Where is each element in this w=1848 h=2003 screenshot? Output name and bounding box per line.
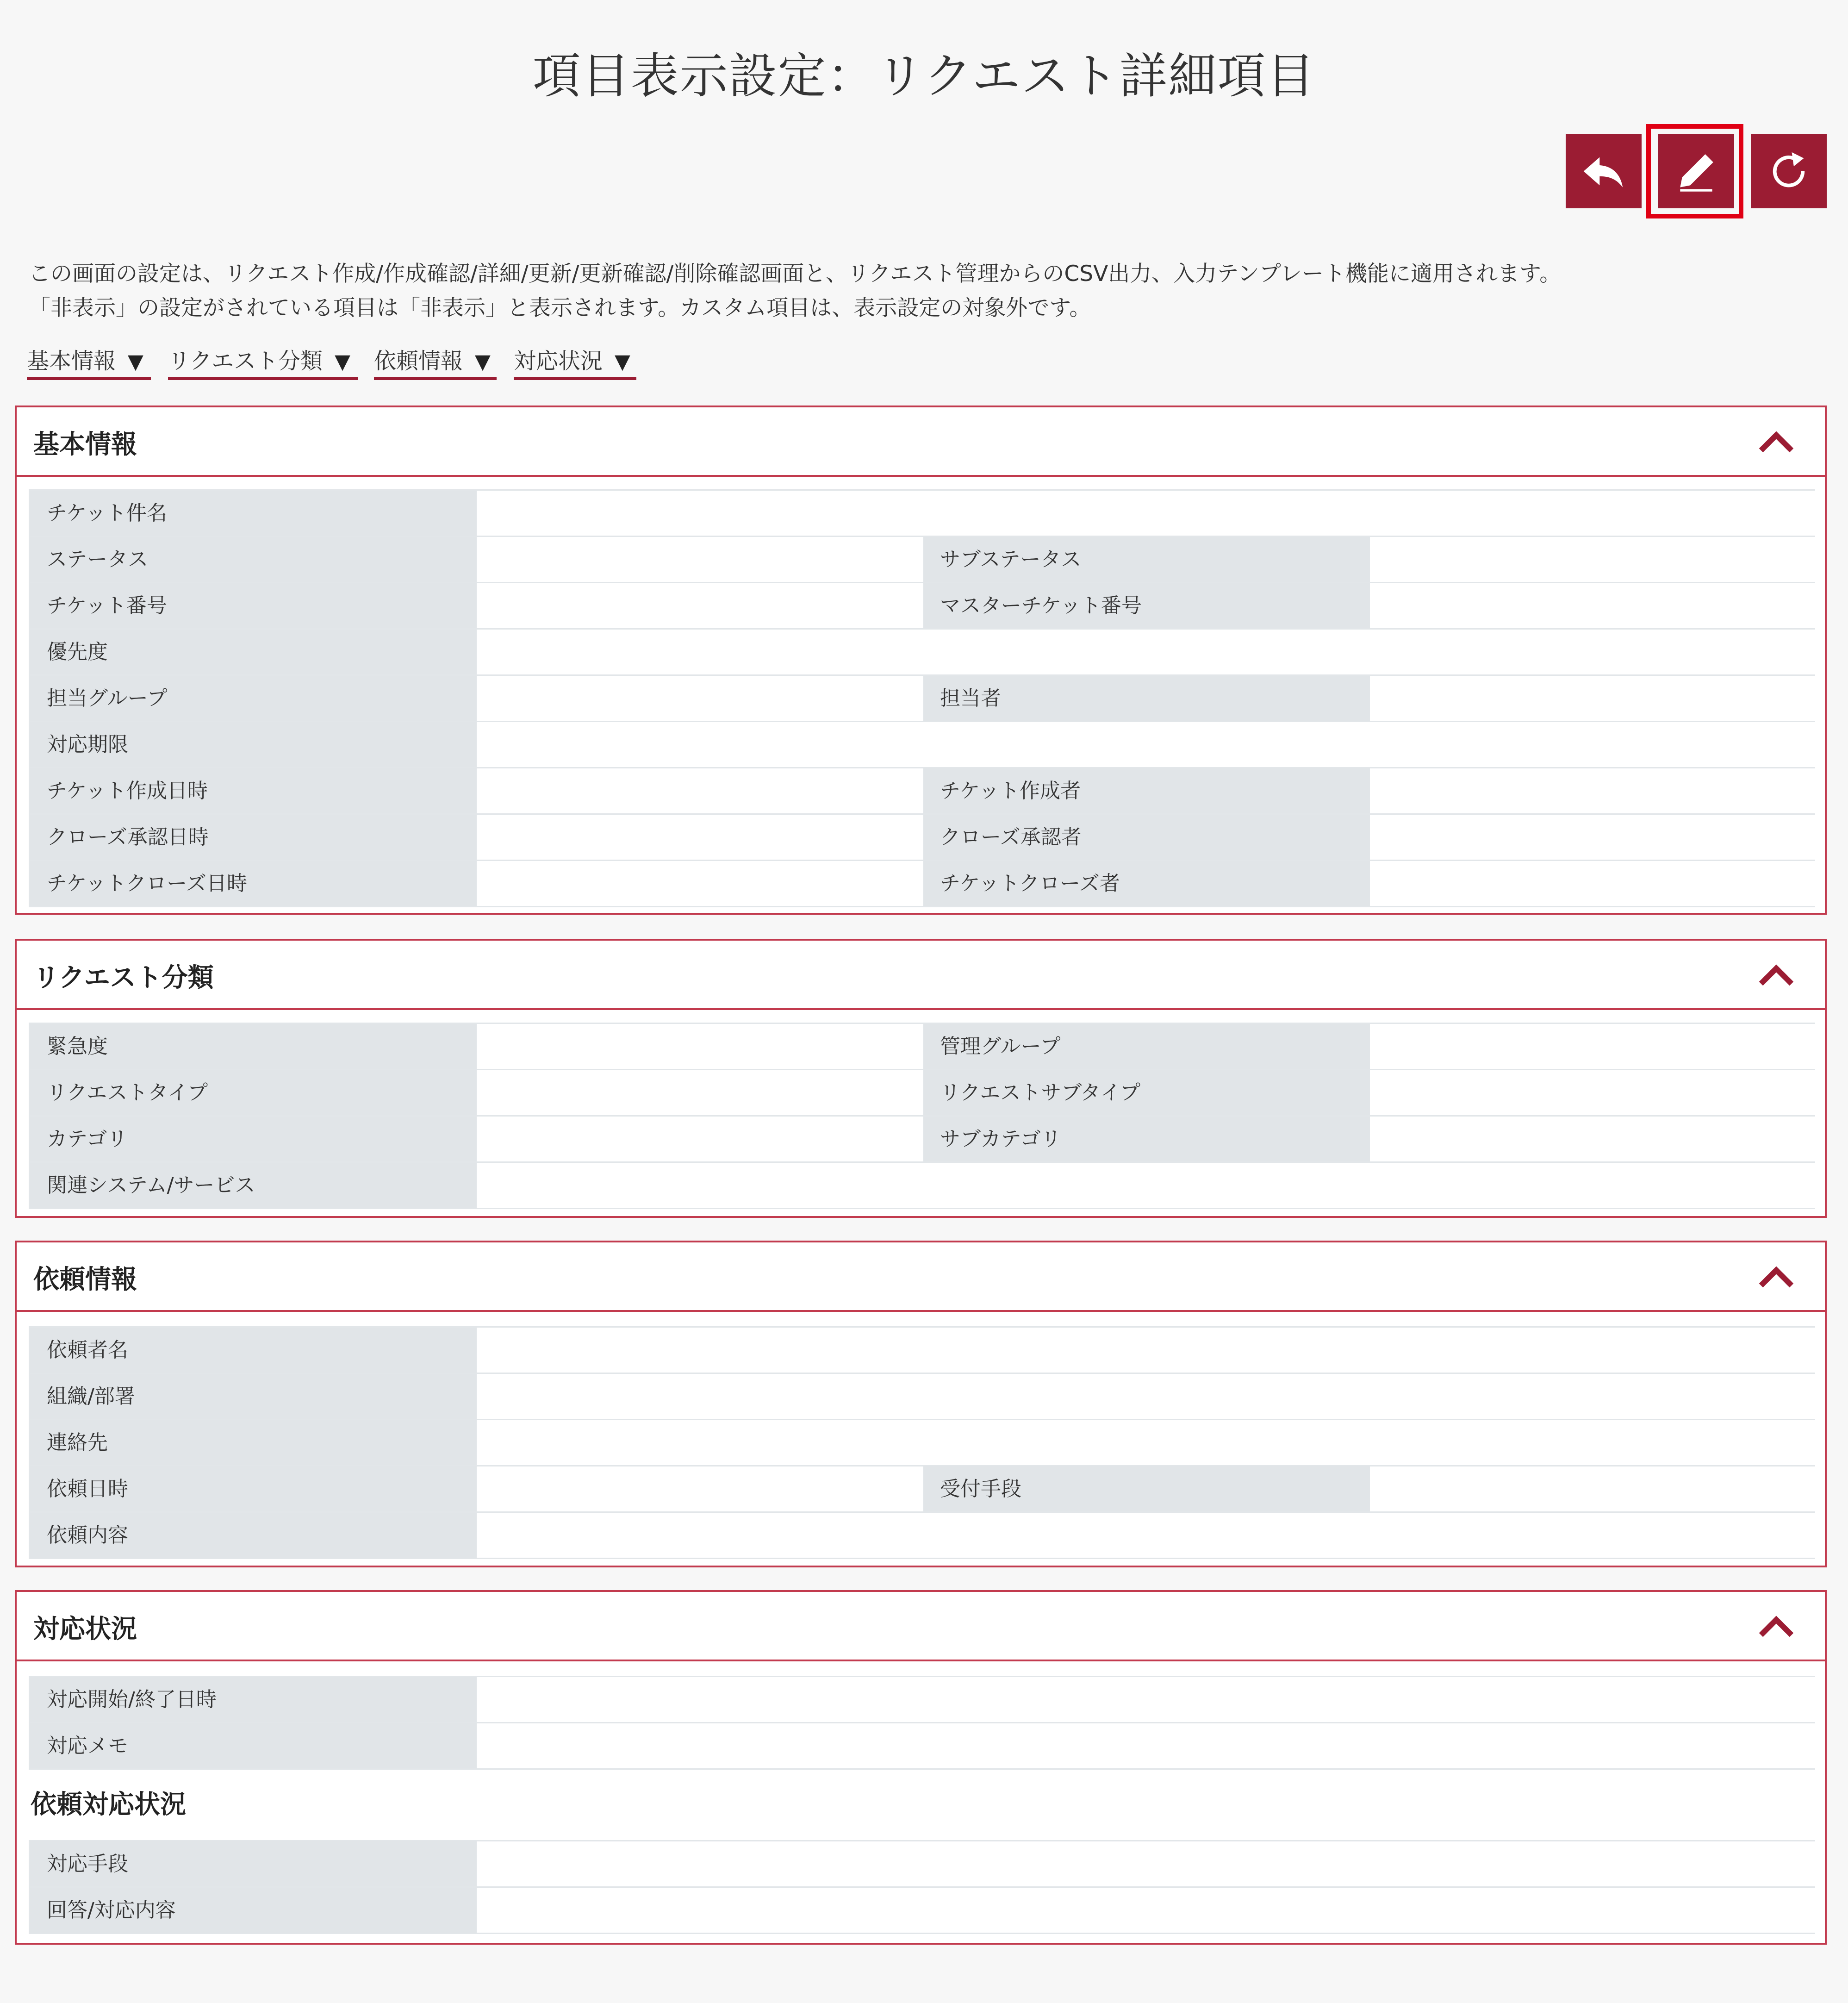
chevron-up-icon[interactable] (1755, 1613, 1797, 1641)
section-header[interactable] (17, 407, 1825, 477)
table-row (30, 1677, 1814, 1723)
section-title: 基本情報 (33, 430, 137, 460)
table-row (30, 1117, 1814, 1163)
subsection-title: 依頼対応状況 (31, 1790, 186, 1820)
field-label: チケットクローズ者 (923, 861, 1370, 906)
edit-button-focus-highlight (1646, 124, 1743, 218)
field-label: チケット作成者 (923, 768, 1370, 813)
table-row (30, 537, 1814, 583)
table-row (30, 1841, 1814, 1888)
field-value (1370, 583, 1815, 628)
section-title: リクエスト分類 (33, 963, 214, 993)
jump-link-category[interactable] (168, 345, 358, 380)
table-row (30, 815, 1814, 861)
field-label: 関連システム/サービス (30, 1163, 477, 1208)
back-button[interactable] (1566, 134, 1642, 208)
table-row (30, 1513, 1814, 1559)
field-label: チケットクローズ日時 (30, 861, 477, 906)
field-value (1370, 537, 1815, 582)
field-grid (29, 489, 1815, 907)
jump-link-label: 対応状況 (514, 348, 603, 374)
field-value (477, 1677, 1815, 1722)
description-line: この画面の設定は、リクエスト作成/作成確認/詳細/更新/更新確認/削除確認画面と、リクエスト管理からのCSV出力、入力テンプレート機能に適用されます。 (29, 261, 1562, 287)
field-label: カテゴリ (30, 1117, 477, 1161)
field-value (1370, 1117, 1815, 1161)
field-label: チケット番号 (30, 583, 477, 628)
section-title: 対応状況 (33, 1614, 137, 1644)
field-label: マスターチケット番号 (923, 583, 1370, 628)
field-value (1370, 768, 1815, 813)
field-label: 緊急度 (30, 1024, 477, 1069)
field-label: 優先度 (30, 630, 477, 674)
field-value (477, 676, 923, 721)
field-label: 対応開始/終了日時 (30, 1677, 477, 1722)
field-value (477, 1466, 923, 1511)
description (29, 257, 1787, 325)
field-grid (29, 1326, 1815, 1559)
jump-link-basic[interactable] (27, 345, 151, 380)
field-grid (29, 1676, 1815, 1770)
table-row (30, 583, 1814, 630)
table-row (30, 1070, 1814, 1117)
field-value (477, 722, 1815, 767)
field-value (477, 815, 923, 860)
section-response-status (15, 1590, 1827, 1945)
field-label: 連絡先 (30, 1420, 477, 1465)
table-row (30, 722, 1814, 768)
table-row (30, 1723, 1814, 1770)
field-label: サブステータス (923, 537, 1370, 582)
jump-link-label: リクエスト分類 (168, 348, 323, 374)
field-label: リクエストサブタイプ (923, 1070, 1370, 1115)
field-label: 依頼者名 (30, 1328, 477, 1373)
section-request-category (15, 939, 1827, 1218)
table-row (30, 768, 1814, 815)
triangle-down-icon: ▼ (615, 350, 630, 374)
field-label: 受付手段 (923, 1466, 1370, 1511)
section-title: 依頼情報 (33, 1265, 137, 1295)
field-value (1370, 1024, 1815, 1069)
field-label: チケット作成日時 (30, 768, 477, 813)
section-basic-info (15, 406, 1827, 915)
field-label: リクエストタイプ (30, 1070, 477, 1115)
table-row (30, 861, 1814, 907)
field-label: クローズ承認日時 (30, 815, 477, 860)
field-label: 依頼内容 (30, 1513, 477, 1558)
table-row (30, 1163, 1814, 1209)
field-value (477, 768, 923, 813)
jump-link-label: 依頼情報 (374, 348, 463, 374)
field-value (477, 1513, 1815, 1558)
section-request-info (15, 1241, 1827, 1567)
triangle-down-icon: ▼ (128, 350, 143, 374)
table-row (30, 1466, 1814, 1513)
field-label: 対応手段 (30, 1841, 477, 1886)
field-value (477, 583, 923, 628)
field-label: チケット件名 (30, 491, 477, 536)
triangle-down-icon: ▼ (475, 350, 491, 374)
field-value (477, 1723, 1815, 1768)
field-value (1370, 861, 1815, 906)
jump-link-request[interactable] (374, 345, 497, 380)
field-grid (29, 1023, 1815, 1209)
field-value (477, 1070, 923, 1115)
table-row (30, 1420, 1814, 1466)
field-value (477, 1117, 923, 1161)
field-label: サブカテゴリ (923, 1117, 1370, 1161)
field-label: 対応期限 (30, 722, 477, 767)
field-label: 担当者 (923, 676, 1370, 721)
field-value (477, 1888, 1815, 1933)
table-row (30, 676, 1814, 722)
field-value (1370, 676, 1815, 721)
field-label: 担当グループ (30, 676, 477, 721)
field-value (477, 1374, 1815, 1419)
field-label: 対応メモ (30, 1723, 477, 1768)
field-value (477, 630, 1815, 674)
field-value (1370, 1466, 1815, 1511)
description-line: 「非表示」の設定がされている項目は「非表示」と表示されます。カスタム項目は、表示設定の対象外です。 (29, 295, 1091, 321)
back-arrow-icon (1580, 147, 1628, 195)
field-value (477, 1163, 1815, 1208)
table-row (30, 630, 1814, 676)
field-value (477, 1841, 1815, 1886)
field-label: 組織/部署 (30, 1374, 477, 1419)
section-header[interactable] (17, 1242, 1825, 1312)
field-label: クローズ承認者 (923, 815, 1370, 860)
field-label: 管理グループ (923, 1024, 1370, 1069)
field-label: ステータス (30, 537, 477, 582)
field-value (477, 1328, 1815, 1373)
table-row (30, 1328, 1814, 1374)
jump-link-label: 基本情報 (27, 348, 116, 374)
triangle-down-icon: ▼ (335, 350, 350, 374)
field-value (477, 1420, 1815, 1465)
field-grid (29, 1840, 1815, 1934)
table-row (30, 1024, 1814, 1070)
table-row (30, 1888, 1814, 1934)
page-title: 項目表示設定：リクエスト詳細項目 (532, 48, 1316, 104)
field-value (1370, 1070, 1815, 1115)
chevron-up-icon[interactable] (1755, 428, 1797, 456)
chevron-up-icon[interactable] (1755, 1263, 1797, 1291)
table-row (30, 491, 1814, 537)
field-value (477, 491, 1815, 536)
field-value (477, 861, 923, 906)
field-value (1370, 815, 1815, 860)
field-value (477, 1024, 923, 1069)
field-value (477, 537, 923, 582)
jump-link-status[interactable] (514, 345, 636, 380)
field-label: 回答/対応内容 (30, 1888, 477, 1933)
table-row (30, 1374, 1814, 1420)
chevron-up-icon[interactable] (1755, 961, 1797, 989)
field-label: 依頼日時 (30, 1466, 477, 1511)
refresh-button[interactable] (1751, 134, 1827, 208)
refresh-icon (1765, 147, 1813, 195)
section-header[interactable] (17, 1592, 1825, 1661)
section-header[interactable] (17, 941, 1825, 1010)
